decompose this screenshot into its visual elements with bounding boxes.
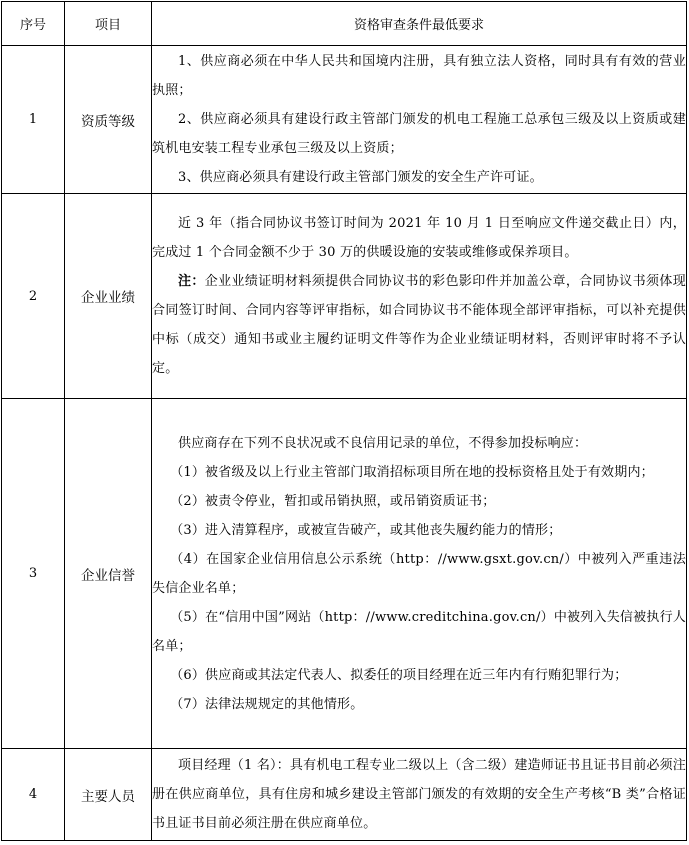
- requirement-paragraph: 近 3 年（指合同协议书签订时间为 2021 年 10 月 1 日至响应文件递交截止日）内，完成过 1 个合同金额不少于 30 万的供暖设施的安装或维修或保养项目。: [152, 216, 686, 260]
- header-requirement: 资格审查条件最低要求: [152, 2, 687, 46]
- requirement-paragraph: （4）在国家企业信用信息公示系统（http：//www.gsxt.gov.cn/）中被列入严重违法失信企业名单；: [152, 551, 686, 596]
- table-row-2: [2, 194, 687, 399]
- requirement-paragraph: （5）在“信用中国”网站（http：//www.creditchina.gov.cn/）中被列入失信被执行人名单；: [152, 609, 686, 654]
- table-row-1: [2, 46, 687, 194]
- requirement-paragraph: （6）供应商或其法定代表人、拟委任的项目经理在近三年内有行贿犯罪行为；: [170, 667, 628, 683]
- requirement-paragraph: （2）被责令停业，暂扣或吊销执照，或吊销资质证书；: [170, 493, 496, 509]
- requirement-paragraph: 3、供应商必须具有建设行政主管部门颁发的安全生产许可证。: [178, 170, 543, 185]
- requirement-paragraph: （3）进入清算程序，或被宣告破产，或其他丧失履约能力的情形；: [170, 522, 562, 538]
- requirement-paragraph: 2、供应商必须具有建设行政主管部门颁发的机电工程施工总承包三级及以上资质或建筑机电安装工程专业承包三级及以上资质；: [152, 112, 686, 156]
- requirement-paragraph: （1）被省级及以上行业主管部门取消招标项目所在地的投标资格且处于有效期内；: [170, 464, 654, 480]
- row-seq: 1: [2, 46, 65, 194]
- row-requirement: [152, 46, 687, 194]
- note-body: 企业业绩证明材料须提供合同协议书的彩色影印件并加盖公章，合同协议书须体现合同签订时间、合同内容等评审指标，如合同协议书不能体现全部评审指标，可以补充提供中标（成交）通知书或业主履约证明文件等作为企业业绩证明材料，否则评审时将不予认定。: [152, 274, 686, 376]
- row-item: 企业业绩: [65, 194, 152, 399]
- row-item: 企业信誉: [65, 399, 152, 749]
- row-seq: 3: [2, 399, 65, 749]
- row-requirement: [152, 399, 687, 749]
- table-row-4: [2, 749, 687, 841]
- row-seq: 2: [2, 194, 65, 399]
- requirement-paragraph: （7）法律法规规定的其他情形。: [170, 696, 364, 712]
- requirement-paragraph: 供应商存在下列不良状况或不良信用记录的单位，不得参加投标响应：: [178, 435, 588, 451]
- header-seq: 序号: [2, 2, 65, 46]
- table-row-3: [2, 399, 687, 749]
- requirement-paragraph: 项目经理（1 名）：具有机电工程专业二级以上（含二级）建造师证书且证书目前必须注册在供应商单位，具有住房和城乡建设主管部门颁发的有效期的安全生产考核“B 类”合格证书且证书目前必须注册在供应商单位。: [152, 758, 686, 831]
- note-paragraph: [152, 267, 686, 383]
- row-item: 资质等级: [65, 46, 152, 194]
- row-requirement: [152, 194, 687, 399]
- row-item: 主要人员: [65, 749, 152, 841]
- header-item: 项目: [65, 2, 152, 46]
- row-requirement: [152, 749, 687, 841]
- qualification-table: [1, 1, 687, 841]
- requirement-paragraph: 1、供应商必须在中华人民共和国境内注册，具有独立法人资格，同时具有有效的营业执照；: [152, 54, 686, 98]
- row-seq: 4: [2, 749, 65, 841]
- header-row: [2, 2, 687, 46]
- note-lead: 注：: [178, 274, 205, 289]
